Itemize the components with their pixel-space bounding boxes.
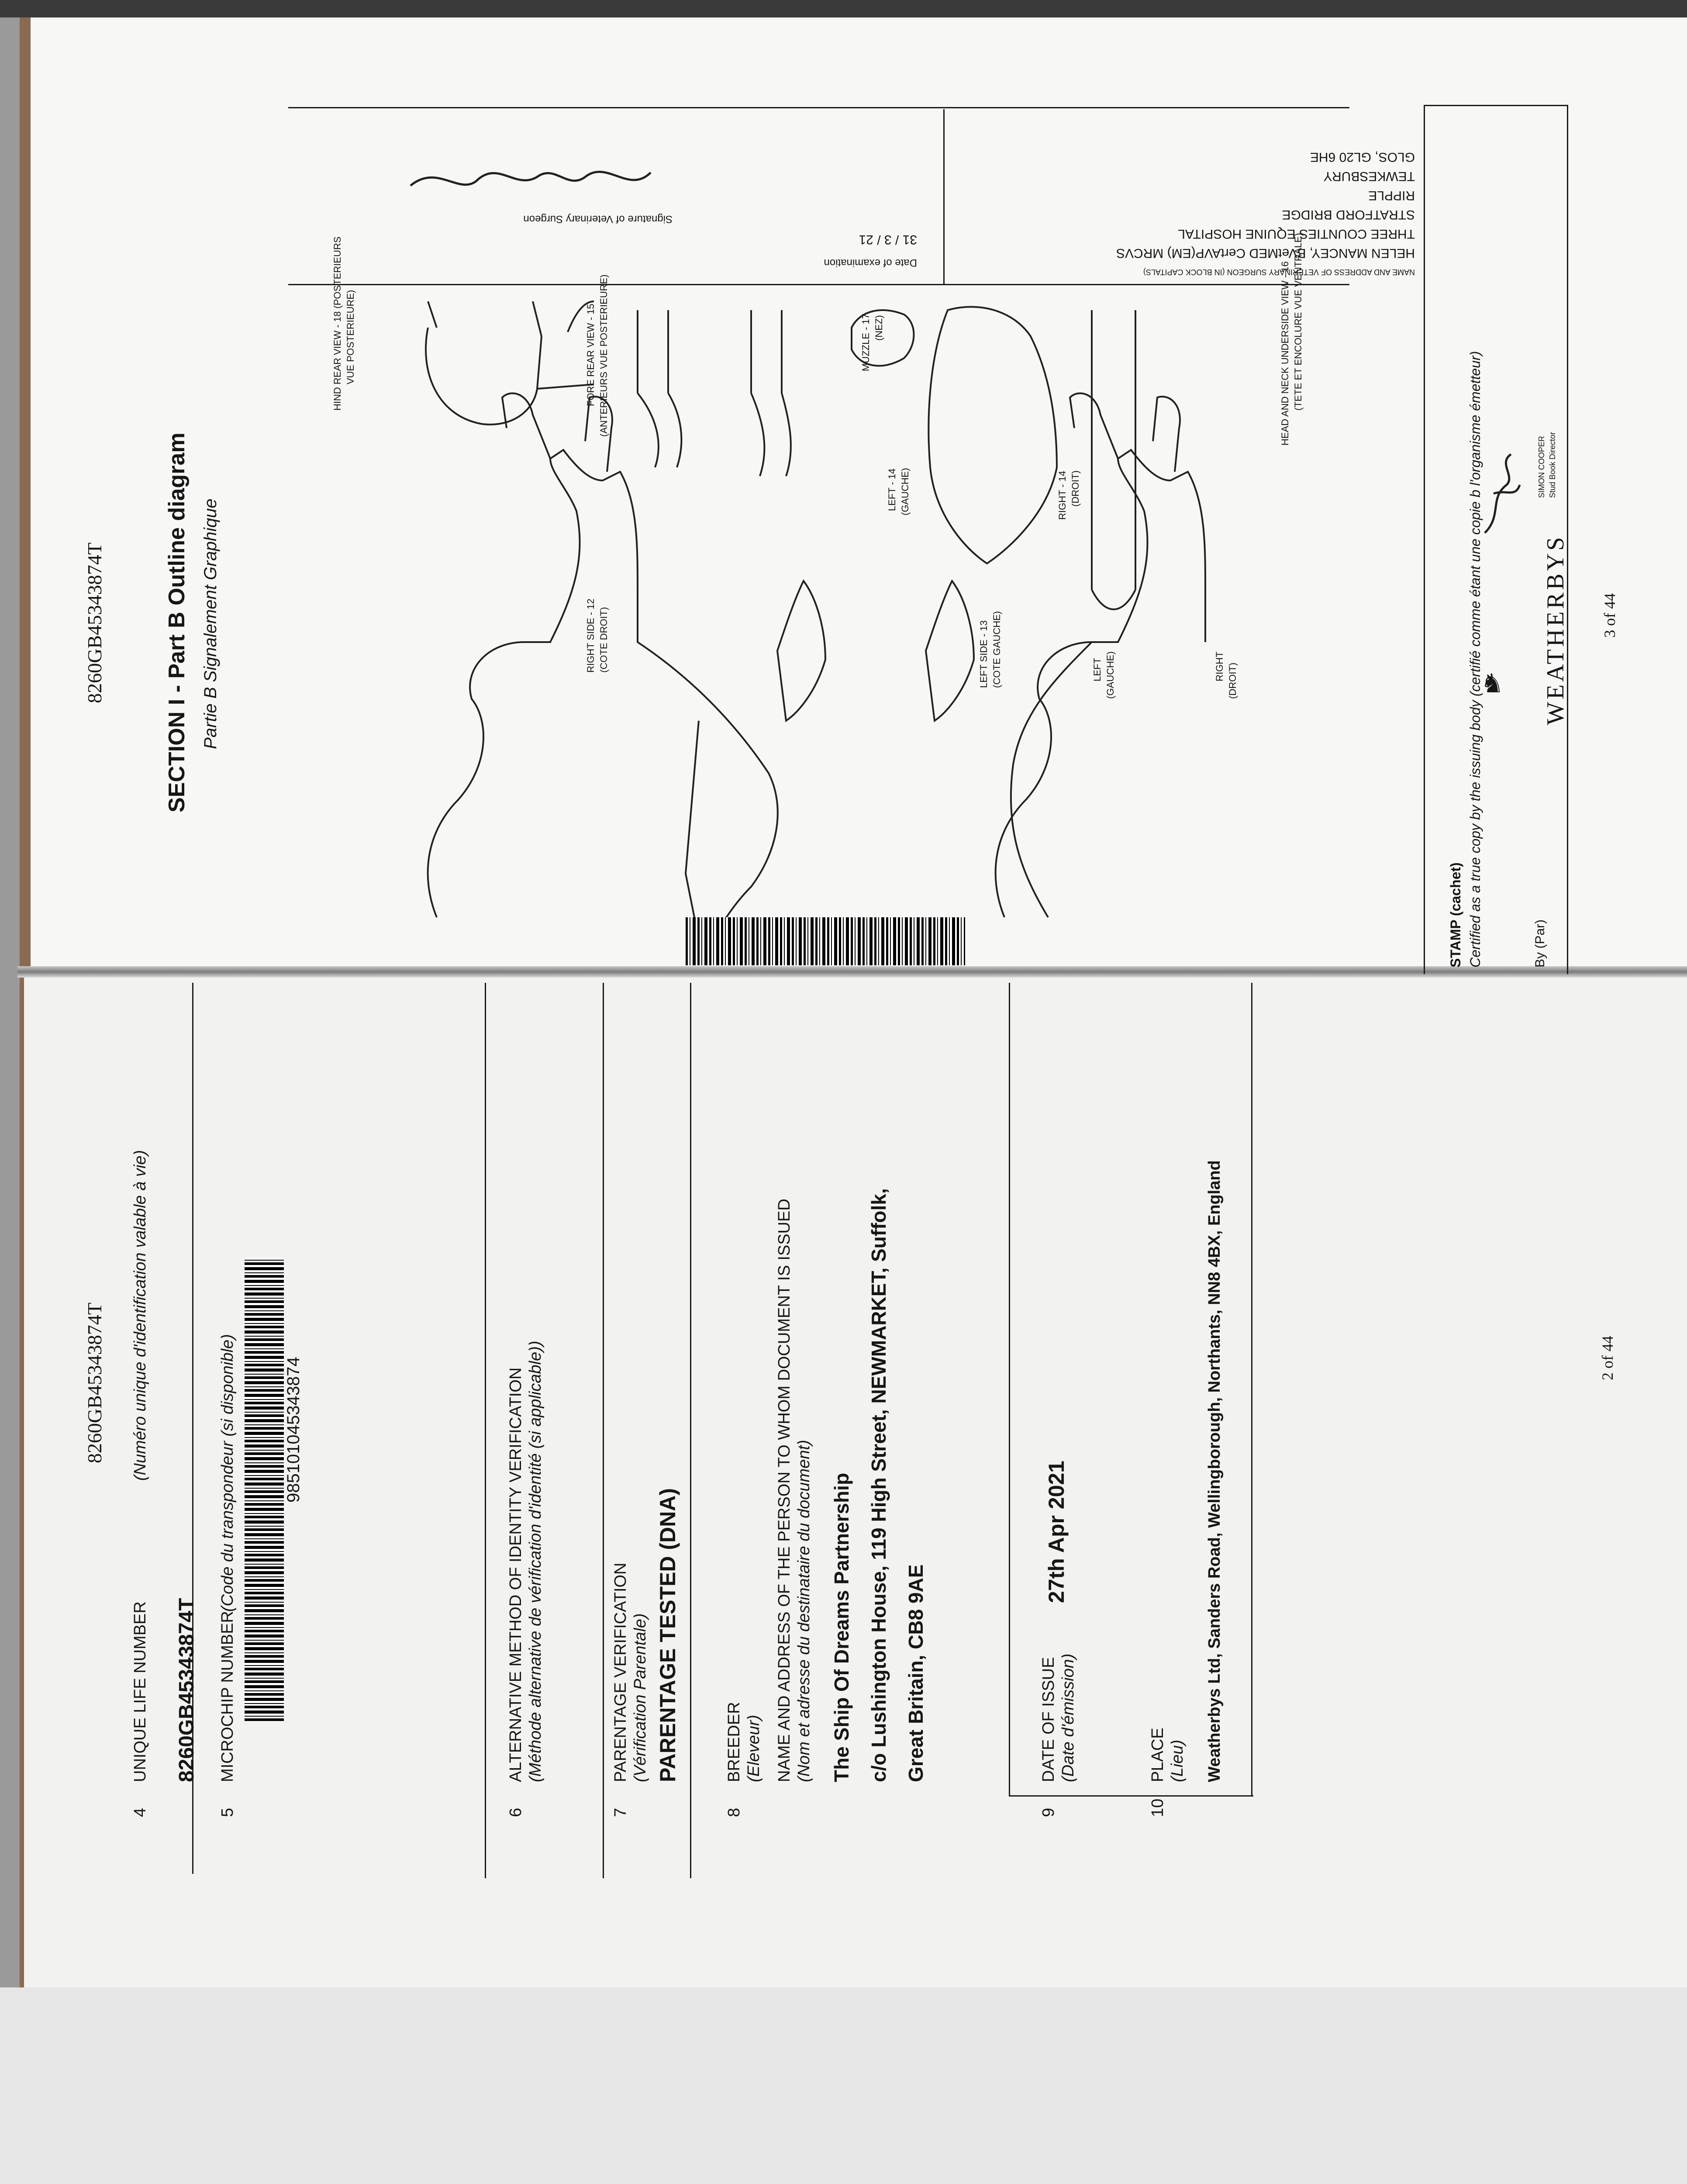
certified-text: Certified as a true copy by the issuing body (certifié comme étant une copie b l'organisme émetteur)	[1467, 351, 1483, 968]
scanner-edge	[0, 0, 1687, 20]
rule-issue-box-bottom	[1009, 1795, 1253, 1797]
signatory-name: SIMON COOPER	[1537, 435, 1546, 498]
field-7-label: PARENTAGE VERIFICATION	[611, 1562, 630, 1782]
stamp-label: STAMP (cachet)	[1448, 862, 1463, 968]
label-right-14: RIGHT - 14	[1057, 470, 1068, 520]
field-6-label-fr: (Méthode alternative de vérification d'identité (si applicable))	[526, 1341, 545, 1782]
exam-date: 31 / 3 / 21	[859, 232, 917, 247]
place-label: PLACE	[1149, 1728, 1167, 1782]
page-fold	[17, 966, 1687, 978]
rule-issue-box-left	[1009, 983, 1010, 1795]
by-label: By (Par)	[1533, 919, 1547, 968]
head-neck-underside	[928, 307, 1057, 564]
label-left-14-fr: (GAUCHE)	[900, 468, 911, 515]
field-5-label-fr: (Code du transpondeur (si disponible)	[218, 1334, 237, 1612]
field-5-label: MICROCHIP NUMBER	[218, 1611, 237, 1782]
vet-label: NAME AND ADDRESS OF VETERINARY SURGEON (IN BLOCK CAPITALS)	[1143, 268, 1415, 276]
left-side-tail	[926, 581, 974, 721]
section-subtitle: Partie B Signalement Graphique	[201, 498, 220, 749]
label-muzzle: MUZZLE - 17	[860, 313, 871, 371]
label-muzzle-fr: (NEZ)	[873, 315, 884, 341]
vet-line: TEWKESBURY	[1323, 169, 1415, 183]
director-signature-icon	[1476, 446, 1528, 542]
hind-rear-view	[426, 301, 594, 425]
place-label-fr: (Lieu)	[1168, 1739, 1187, 1782]
field-6-number: 6	[507, 1807, 525, 1817]
rule-issue-box-right	[1251, 983, 1252, 1795]
vet-line: HELEN MANCEY, BVetMED CertAVP(EM) MRCVS	[1116, 246, 1415, 260]
recipient-label: NAME AND ADDRESS OF THE PERSON TO WHOM DOCUMENT IS ISSUED	[775, 1199, 793, 1782]
field-4-label: UNIQUE LIFE NUMBER	[131, 1601, 149, 1782]
label-left-side: LEFT SIDE - 13	[978, 620, 989, 688]
label-right-side: RIGHT SIDE - 12	[585, 598, 596, 673]
field-5-value: 985101045343874	[284, 1357, 303, 1503]
right-side-horse-outline	[428, 450, 778, 952]
field-4-value: 8260GB45343874T	[175, 1598, 198, 1782]
issue-date-label: DATE OF ISSUE	[1039, 1657, 1058, 1782]
field-6-label: ALTERNATIVE METHOD OF IDENTITY VERIFICATION	[507, 1367, 525, 1782]
label-head-neck: HEAD AND NECK UNDERSIDE VIEW - 16	[1280, 261, 1290, 446]
microchip-barcode-icon	[245, 1258, 284, 1721]
signature-label: Signature of Veterinary Surgeon	[523, 213, 673, 225]
rule-field-7	[603, 983, 604, 1878]
page3-id-number: 8260GB45343874T	[83, 543, 106, 703]
page2-id-number: 8260GB45343874T	[83, 1303, 106, 1463]
label-right-side-fr: (COTE DROIT)	[598, 607, 609, 673]
recipient-line: Great Britain, CB8 9AE	[904, 1564, 927, 1782]
vet-line: RIPPLE	[1368, 188, 1415, 203]
recipient-line: The Ship Of Dreams Partnership	[830, 1472, 853, 1782]
field-10-number: 10	[1149, 1798, 1167, 1817]
label-right-14-fr: (DROIT)	[1070, 470, 1081, 507]
stamp-box-left	[1424, 105, 1425, 974]
rule-field-6	[485, 983, 486, 1878]
section-title: SECTION I - Part B Outline diagram	[164, 432, 190, 812]
barcode-icon	[686, 917, 965, 965]
field-7-label-fr: (Vérification Parentale)	[631, 1613, 649, 1782]
label-left-14: LEFT - 14	[887, 468, 897, 511]
issue-date-value: 27th Apr 2021	[1044, 1460, 1069, 1603]
field-4-label-fr: (Numéro unique d'identification valable à vie)	[131, 1150, 149, 1481]
field-8-label-fr: (Eleveur)	[745, 1714, 763, 1782]
label-head-neck-fr: (TETE ET ENCOLURE VUE VENTRALE)	[1293, 233, 1304, 411]
label-left: LEFT	[1092, 658, 1103, 681]
right-side-tail	[777, 581, 825, 721]
label-left-side-fr: (COTE GAUCHE)	[991, 611, 1002, 688]
recipient-label-fr: (Nom et adresse du destinataire du document)	[795, 1440, 813, 1782]
crest-icon: ♞	[1480, 669, 1504, 698]
field-8-label: BREEDER	[725, 1702, 743, 1782]
label-fore-rear-view-fr: (ANTERIEURS VUE POSTERIEURE)	[598, 274, 609, 437]
vet-box-divider	[943, 109, 945, 284]
field-5-number: 5	[218, 1807, 237, 1817]
scanner-bed	[0, 1987, 1687, 2184]
place-value: Weatherbys Ltd, Sanders Road, Wellingborough, Northants, NN8 4BX, England	[1205, 1160, 1224, 1782]
field-9-number: 9	[1039, 1807, 1058, 1817]
recipient-line: c/o Lushington House, 119 High Street, NEWMARKET, Suffolk,	[867, 1188, 890, 1782]
vet-line: GLOS, GL20 6HE	[1310, 150, 1415, 164]
exam-date-label: Date of examination	[824, 257, 917, 269]
label-hind-rear-view: HIND REAR VIEW - 18 (POSTERIEURS	[332, 236, 343, 411]
vet-line: THREE COUNTIES EQUINE HOSPITAL	[1178, 227, 1415, 241]
fore-rear-view	[751, 310, 791, 476]
page2-number: 2 of 44	[1599, 1336, 1616, 1380]
left-side-horse-outline	[996, 450, 1205, 917]
page3-number: 3 of 44	[1601, 593, 1618, 638]
stamp-box-top	[1424, 105, 1568, 106]
field-7-number: 7	[611, 1807, 630, 1817]
field-4-number: 4	[131, 1807, 149, 1817]
rule-field-8	[690, 983, 691, 1878]
vet-line: STRATFORD BRIDGE	[1282, 207, 1415, 222]
field-7-value: PARENTAGE TESTED (DNA)	[655, 1488, 680, 1782]
label-right: RIGHT	[1214, 651, 1225, 681]
label-hind-rear-view-fr: VUE POSTERIEURE)	[345, 290, 356, 384]
vet-name-address	[952, 116, 1415, 282]
label-right-fr: (DROIT)	[1227, 662, 1238, 699]
vet-signature-icon	[384, 151, 655, 199]
issue-date-label-fr: (Date d'émission)	[1059, 1653, 1077, 1782]
field-8-number: 8	[725, 1807, 743, 1817]
weatherbys-logo: WEATHERBYS	[1542, 534, 1569, 725]
label-fore-rear-view: FORE REAR VIEW - 15	[585, 304, 596, 406]
vet-signature-block	[297, 116, 935, 282]
horse-outline-diagram	[306, 284, 1354, 965]
signatory-title: Stud Book Director	[1548, 432, 1557, 498]
diagram-top-rule	[288, 107, 1349, 108]
label-left-fr: (GAUCHE)	[1105, 651, 1116, 699]
